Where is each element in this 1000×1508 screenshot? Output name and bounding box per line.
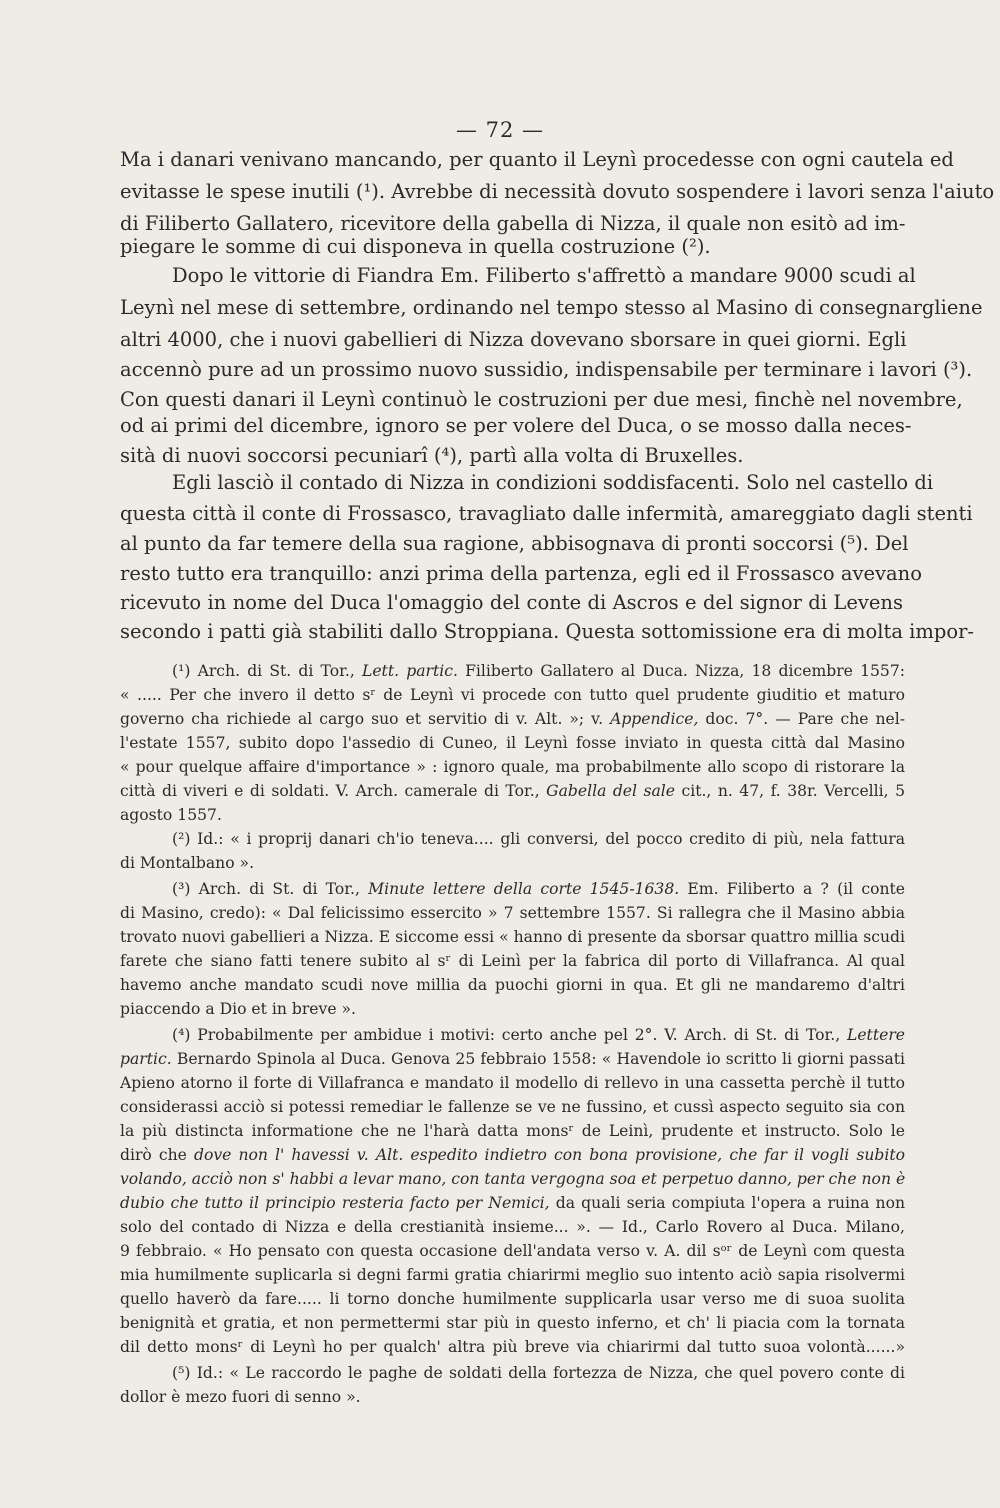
footnote-line: solo del contado di Nizza e della crestianità insieme... ». — Id., Carlo Rovero al Duca. Milano, bbox=[120, 1218, 905, 1236]
footnote-line: (⁵) Id.: « Le raccordo le paghe de soldati della fortezza de Nizza, che quel povero conte di bbox=[172, 1364, 905, 1382]
footnote-line: 9 febbraio. « Ho pensato con questa occasione dell'andata verso v. A. dil sᵒʳ de Leynì com questa bbox=[120, 1242, 905, 1260]
body-line: Leynì nel mese di settembre, ordinando nel tempo stesso al Masino di consegnargliene bbox=[120, 296, 983, 319]
footnote-line: agosto 1557. bbox=[120, 806, 222, 824]
footnote-line: città di viveri e di soldati. V. Arch. camerale di Tor., Gabella del sale cit., n. 47, f. 38r. Vercelli, 5 bbox=[120, 782, 905, 800]
footnote-line: partic. Bernardo Spinola al Duca. Genova 25 febbraio 1558: « Havendole io scritto li giorni passati bbox=[120, 1050, 905, 1068]
footnote-line: la più distincta informatione che ne l'harà datta monsʳ de Leinì, prudente et instructo. Solo le bbox=[120, 1122, 905, 1140]
footnote-line: piaccendo a Dio et in breve ». bbox=[120, 1000, 357, 1018]
footnote-line: dollor è mezo fuori di senno ». bbox=[120, 1388, 361, 1406]
body-line: altri 4000, che i nuovi gabellieri di Nizza dovevano sborsare in quei giorni. Egli bbox=[120, 328, 907, 351]
footnote-line: havemo anche mandato scudi nove millia da puochi giorni in qua. Et gli ne mandaremo d'altri bbox=[120, 976, 905, 994]
footnote-line: l'estate 1557, subito dopo l'assedio di Cuneo, il Leynì fosse inviato in questa città dal Masino bbox=[120, 734, 905, 752]
body-line: questa città il conte di Frossasco, travagliato dalle infermità, amareggiato dagli stenti bbox=[120, 502, 973, 525]
footnote-line: considerassi acciò si potessi remediar le fallenze se ve ne fussino, et cussì aspecto seguito sia con bbox=[120, 1098, 905, 1116]
body-line: sità di nuovi soccorsi pecuniarî (⁴), partì alla volta di Bruxelles. bbox=[120, 444, 744, 467]
footnote-line: dubio che tutto il principio resteria facto per Nemici, da quali seria compiuta l'opera a ruina non bbox=[120, 1194, 905, 1212]
body-line: Ma i danari venivano mancando, per quanto il Leynì procedesse con ogni cautela ed bbox=[120, 148, 954, 171]
page-number: — 72 — bbox=[455, 118, 545, 142]
footnote-line: trovato nuovi gabellieri a Nizza. E siccome essi « hanno di presente da sborsar quattro millia scudi bbox=[120, 928, 905, 946]
footnote-line: quello haverò da fare..... li torno donche humilmente supplicarla usar verso me di suoa suolita bbox=[120, 1290, 905, 1308]
body-line: Con questi danari il Leynì continuò le costruzioni per due mesi, finchè nel novembre, bbox=[120, 388, 963, 411]
footnote-line: « ..... Per che invero il detto sʳ de Leynì vi procede con tutto quel prudente giuditio et maturo bbox=[120, 686, 905, 704]
footnote-line: di Montalbano ». bbox=[120, 854, 255, 872]
footnote-line: dirò che dove non l' havessi v. Alt. espedito indietro con bona provisione, che far il vogli subito bbox=[120, 1146, 905, 1164]
footnote-line: Apieno atorno il forte di Villafranca e mandato il modello di rellevo in una cassetta perchè il tutto bbox=[120, 1074, 905, 1092]
body-line: od ai primi del dicembre, ignoro se per volere del Duca, o se mosso dalla neces- bbox=[120, 414, 912, 437]
footnote-line: dil detto monsʳ di Leynì ho per qualch' altra più breve via chiarirmi dal tutto suoa volontà......» bbox=[120, 1338, 905, 1356]
footnote-line: volando, acciò non s' habbi a levar mano, con tanta vergogna soa et perpetuo danno, per che non è bbox=[120, 1170, 906, 1188]
body-line: accennò pure ad un prossimo nuovo sussidio, indispensabile per terminare i lavori (³). bbox=[120, 358, 973, 381]
footnote-line: mia humilmente suplicarla si degni farmi gratia chiarirmi meglio suo intento aciò sapia risolvermi bbox=[120, 1266, 905, 1284]
footnote-line: (²) Id.: « i proprij danari ch'io teneva.... gli conversi, del pocco credito di più, nela fattura bbox=[172, 830, 905, 848]
body-line: resto tutto era tranquillo: anzi prima della partenza, egli ed il Frossasco avevano bbox=[120, 562, 922, 585]
footnote-line: (⁴) Probabilmente per ambidue i motivi: certo anche pel 2°. V. Arch. di St. di Tor., Lettere bbox=[172, 1026, 905, 1044]
body-line: ricevuto in nome del Duca l'omaggio del conte di Ascros e del signor di Levens bbox=[120, 591, 903, 614]
body-line: Dopo le vittorie di Fiandra Em. Filiberto s'affrettò a mandare 9000 scudi al bbox=[172, 264, 916, 287]
footnote-line: (¹) Arch. di St. di Tor., Lett. partic. Filiberto Gallatero al Duca. Nizza, 18 dicembre 1557: bbox=[172, 662, 906, 680]
footnote-line: (³) Arch. di St. di Tor., Minute lettere della corte 1545-1638. Em. Filiberto a ? (il conte bbox=[172, 880, 906, 898]
body-line: Egli lasciò il contado di Nizza in condizioni soddisfacenti. Solo nel castello di bbox=[172, 471, 934, 494]
body-line: evitasse le spese inutili (¹). Avrebbe di necessità dovuto sospendere i lavori senza l'aiuto bbox=[120, 180, 995, 203]
body-line: di Filiberto Gallatero, ricevitore della gabella di Nizza, il quale non esitò ad im- bbox=[120, 212, 906, 235]
body-line: secondo i patti già stabiliti dallo Stroppiana. Questa sottomissione era di molta impor- bbox=[120, 620, 975, 643]
footnote-line: di Masino, credo): « Dal felicissimo essercito » 7 settembre 1557. Si rallegra che il Masino abbia bbox=[120, 904, 905, 922]
footnote-line: governo cha richiede al cargo suo et servitio di v. Alt. »; v. Appendice, doc. 7°. — Pare che nel- bbox=[120, 710, 905, 728]
body-line: al punto da far temere della sua ragione, abbisognava di pronti soccorsi (⁵). Del bbox=[120, 532, 909, 555]
footnote-line: farete che siano fatti tenere subito al sʳ di Leinì per la fabrica dil porto di Villafranca. Al qual bbox=[120, 952, 905, 970]
footnote-line: « pour quelque affaire d'importance » : ignoro quale, ma probabilmente allo scopo di ristorare la bbox=[120, 758, 905, 776]
footnote-line: benignità et gratia, et non permettermi star più in questo inferno, et ch' li piacia com la tornata bbox=[120, 1314, 905, 1332]
body-line: piegare le somme di cui disponeva in quella costruzione (²). bbox=[120, 235, 711, 258]
